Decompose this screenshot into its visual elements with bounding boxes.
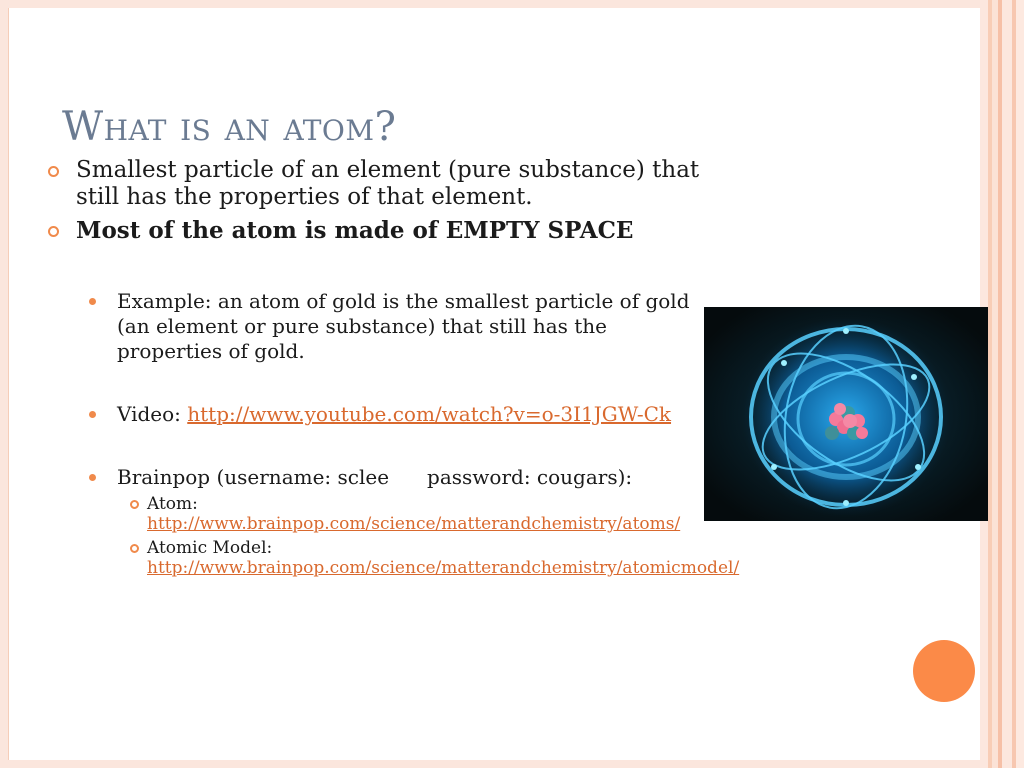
atomic-model-link[interactable]: http://www.brainpop.com/science/matterandchemistry/atomicmodel/ [147, 558, 740, 578]
subbullet-video [44, 402, 712, 427]
ring-bullet-icon [48, 166, 59, 177]
dot-bullet-icon [89, 411, 96, 418]
bullet-definition [44, 157, 712, 211]
ring-bullet-icon [48, 226, 59, 237]
atom-illustration [704, 307, 988, 521]
subbullet-example [44, 289, 712, 364]
atom-label: Atom: [147, 494, 198, 514]
bullet-empty-space-text: Most of the atom is made of EMPTY SPACE [76, 217, 634, 244]
subbullet-brainpop [44, 465, 712, 490]
bullet-definition-text: Smallest particle of an element (pure substance) that still has the properties of that element. [76, 157, 700, 210]
brainpop-password-text: password: cougars): [427, 465, 633, 489]
dot-bullet-icon [89, 474, 96, 481]
bullet-empty-space [44, 217, 712, 244]
video-label: Video: [117, 402, 188, 426]
atomic-model-label: Atomic Model: [147, 538, 273, 558]
dot-bullet-icon [89, 298, 96, 305]
slide-frame-bottom [8, 760, 980, 768]
slide-frame-top [8, 0, 980, 8]
small-ring-bullet-icon [130, 500, 139, 509]
video-link[interactable]: http://www.youtube.com/watch?v=o-3I1JGW-Ck [187, 402, 672, 426]
slide-body [44, 157, 740, 578]
decorative-orange-circle [913, 640, 975, 702]
subsubbullet-atomic-model [44, 538, 740, 578]
slide-frame-left [0, 0, 9, 768]
example-text: Example: an atom of gold is the smallest particle of gold (an element or pure substance) that still has the properties of gold. [117, 289, 690, 363]
slide-title: What is an atom? [62, 104, 397, 150]
brainpop-username-text: Brainpop (username: sclee [117, 465, 390, 489]
atom-link[interactable]: http://www.brainpop.com/science/matterandchemistry/atoms/ [147, 514, 681, 534]
small-ring-bullet-icon [130, 544, 139, 553]
subsubbullet-atom [44, 494, 712, 534]
